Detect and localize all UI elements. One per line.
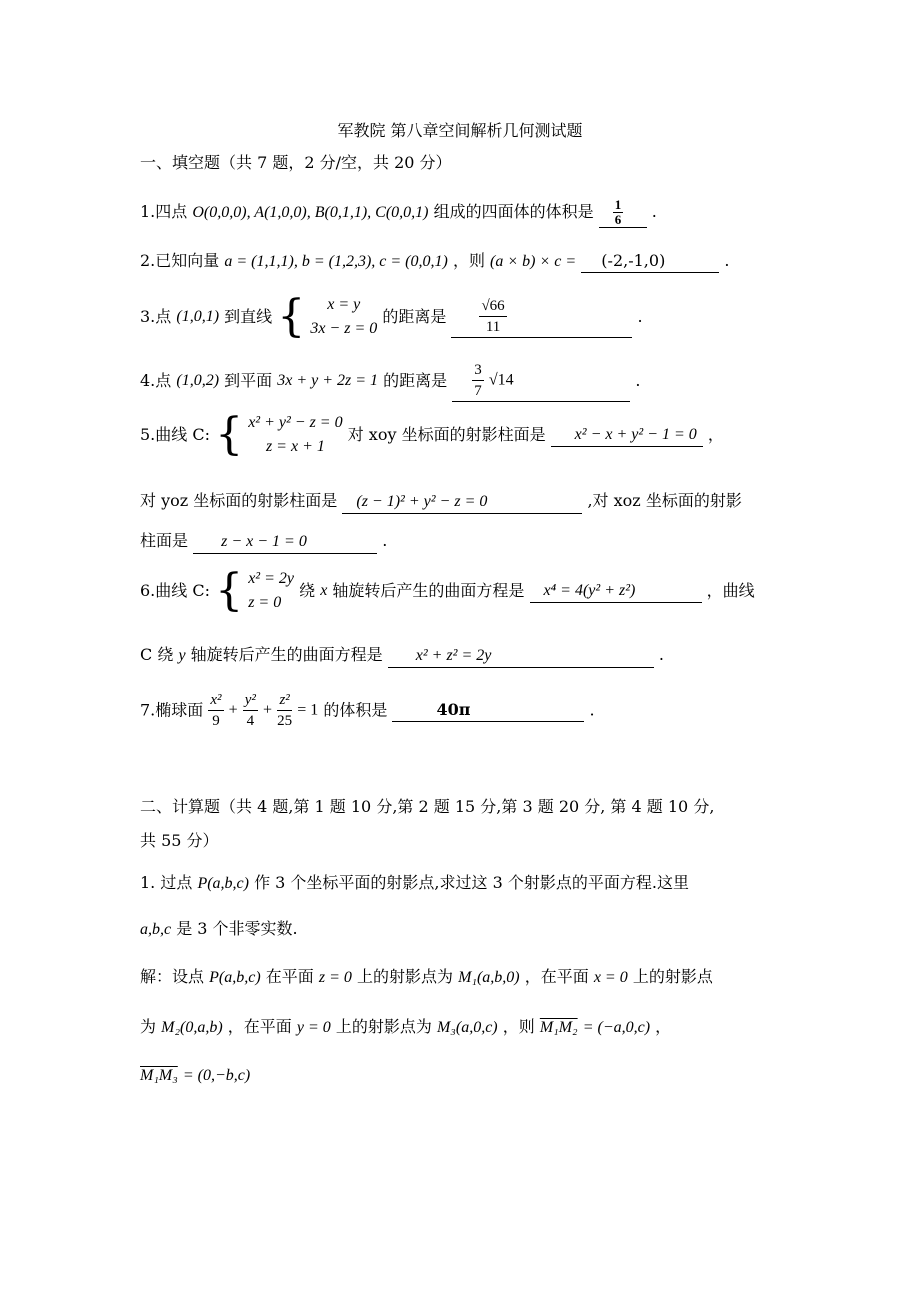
q2-answer: (-2,-1,0)	[581, 250, 719, 273]
q5-answer-3: z − x − 1 = 0	[193, 531, 377, 554]
q7-plus-1: +	[228, 701, 238, 719]
question-3	[140, 292, 643, 348]
q1-prefix: 1.四点	[140, 202, 188, 221]
sol-l1-a: 解：设点	[140, 967, 205, 986]
sol-l1-c: 上的射影点为	[356, 967, 453, 986]
q6-eq1: x² = 2y	[248, 570, 294, 587]
q5-middle: 对 xoy 坐标面的射影柱面是	[347, 425, 546, 444]
section2-heading-line-1: 二、计算题（共 4 题,第 1 题 10 分,第 2 题 15 分,第 3 题 20 分, 第 4 题 10 分,	[140, 797, 715, 816]
q3-prefix: 3.点	[140, 307, 172, 326]
q5-answer-1: x² − x + y² − 1 = 0	[551, 424, 703, 447]
q1-points: O(0,0,0), A(1,0,0), B(0,1,1), C(0,0,1)	[192, 204, 429, 221]
q2-vectors: a = (1,1,1), b = (1,2,3), c = (0,0,1)	[224, 253, 448, 270]
q3-system	[310, 293, 377, 341]
q1-answer	[599, 198, 647, 228]
sol-l2-a: 为	[140, 1017, 157, 1036]
sol-l2-plane-y: y = 0	[296, 1019, 331, 1036]
solution-line-2	[140, 1016, 671, 1039]
solution-line-3	[140, 1064, 250, 1087]
q6-prefix: 6.曲线 C:	[140, 581, 210, 600]
q6-line2-middle: 轴旋转后产生的曲面方程是	[190, 645, 383, 664]
q7-frac2-den: 4	[246, 713, 255, 729]
q3-point: (1,0,1)	[176, 308, 220, 325]
sol-l1-d: ，在平面	[524, 967, 589, 986]
sol-l2-m2: M₂(0,a,b)	[161, 1019, 223, 1036]
q6-middle2: 轴旋转后产生的曲面方程是	[332, 581, 525, 600]
q3-eq2: 3x − z = 0	[310, 320, 378, 337]
question-5-line-3	[140, 530, 387, 554]
sol-l1-b: 在平面	[265, 967, 314, 986]
p1-point: P(a,b,c)	[197, 875, 249, 892]
q5-line2-prefix: 对 yoz 坐标面的射影柱面是	[140, 491, 338, 510]
p1-variables: a,b,c	[140, 921, 172, 938]
q6-period: .	[658, 645, 664, 664]
q3-answer-numerator: √66	[479, 296, 506, 317]
q6-eq2: z = 0	[248, 594, 282, 611]
question-1	[140, 198, 657, 228]
problem-1-line-2	[140, 918, 298, 941]
q3-answer	[451, 296, 632, 338]
sol-l1-plane-z: z = 0	[318, 969, 352, 986]
q7-frac1-num: x²	[208, 690, 223, 711]
q7-frac2-num: y²	[243, 690, 258, 711]
q6-middle: 绕	[299, 581, 316, 600]
q6-system	[248, 567, 294, 615]
sol-l2-value: = (−a,0,c)	[582, 1019, 651, 1036]
sol-l2-e: ，	[655, 1017, 672, 1036]
q5-prefix: 5.曲线 C:	[140, 425, 210, 444]
q7-answer: 40π	[392, 699, 584, 722]
question-5-line-2	[140, 490, 742, 514]
p1-text: 作 3 个坐标平面的射影点,求过这 3 个射影点的平面方程.这里	[254, 873, 689, 892]
q5-eq1: x² + y² − z = 0	[248, 414, 343, 431]
q4-answer-radical: √14	[488, 371, 514, 389]
sol-l1-m1: M₁(a,b,0)	[458, 969, 520, 986]
q6-axis-y: y	[178, 647, 186, 664]
question-6	[140, 566, 755, 622]
q5-answer-2: (z − 1)² + y² − z = 0	[342, 491, 582, 514]
q6-answer-1: x⁴ = 4(y² + z²)	[530, 580, 702, 603]
question-4	[140, 360, 640, 406]
sol-l1-point: P(a,b,c)	[209, 969, 261, 986]
q1-answer-numerator: 1	[614, 197, 622, 212]
q2-middle: ，则	[452, 251, 485, 270]
sol-l2-b: ，在平面	[227, 1017, 292, 1036]
q6-brace: {	[215, 565, 244, 616]
q1-period: .	[651, 202, 657, 221]
q4-answer-denominator: 7	[474, 383, 482, 399]
sol-l1-e: 上的射影点	[632, 967, 713, 986]
q2-prefix: 2.已知向量	[140, 251, 220, 270]
q7-frac3-den: 25	[277, 713, 293, 729]
q5-line2-middle: ,对 xoz 坐标面的射影	[587, 491, 742, 510]
q3-middle2: 的距离是	[382, 307, 447, 326]
p1-prefix: 1. 过点	[140, 873, 193, 892]
q4-prefix: 4.点	[140, 371, 172, 390]
q7-plus-2: +	[263, 701, 273, 719]
q3-period: .	[637, 307, 643, 326]
problem-1-line-1	[140, 872, 689, 895]
q3-brace: {	[277, 291, 306, 342]
q1-answer-denominator: 6	[614, 212, 622, 227]
q6-axis-x: x	[320, 582, 328, 599]
q3-middle: 到直线	[224, 307, 273, 326]
q5-line3-prefix: 柱面是	[140, 531, 189, 550]
section1-heading: 一、填空题（共 7 题，2 分/空，共 20 分）	[140, 153, 452, 172]
q6-tail: ，曲线	[706, 581, 755, 600]
q3-answer-denominator: 11	[485, 319, 501, 335]
q1-middle: 组成的四面体的体积是	[433, 202, 594, 221]
q7-frac1-den: 9	[212, 713, 220, 729]
q2-expression: (a × b) × c =	[490, 253, 577, 270]
q6-answer-2: x² + z² = 2y	[388, 645, 654, 668]
q5-comma: ，	[707, 425, 724, 444]
q7-middle: 的体积是	[323, 700, 388, 720]
q5-system	[248, 411, 342, 459]
q4-middle2: 的距离是	[383, 371, 448, 390]
sol-l2-vector: M₁M₂	[539, 1019, 578, 1036]
q5-brace: {	[215, 409, 244, 460]
q4-plane: 3x + y + 2z = 1	[277, 372, 379, 389]
p1-text-2: 是 3 个非零实数.	[176, 919, 298, 938]
q4-period: .	[635, 371, 641, 390]
q3-eq1: x = y	[327, 296, 361, 313]
q4-point: (1,0,2)	[176, 372, 220, 389]
sol-l1-plane-x: x = 0	[593, 969, 628, 986]
q2-period: .	[724, 251, 730, 270]
question-6-line-2	[140, 644, 664, 668]
sol-l3-value: = (0,−b,c)	[182, 1067, 251, 1084]
sol-l2-c: 上的射影点为	[335, 1017, 432, 1036]
q6-line2-prefix: C 绕	[140, 645, 174, 664]
q5-eq2: z = x + 1	[265, 438, 325, 455]
q7-equation-tail: = 1	[297, 701, 319, 719]
q4-answer	[452, 360, 630, 402]
q5-period: .	[382, 531, 388, 550]
page-title: 军教院 第八章空间解析几何测试题	[337, 121, 583, 140]
question-2	[140, 250, 729, 273]
question-5	[140, 410, 724, 466]
section2-heading-line-2: 共 55 分）	[140, 831, 219, 850]
sol-l2-m3: M₃(a,0,c)	[436, 1019, 498, 1036]
sol-l2-d: ，则	[502, 1017, 535, 1036]
q4-middle: 到平面	[224, 371, 273, 390]
solution-line-1	[140, 966, 713, 989]
sol-l3-vector: M₁M₃	[140, 1067, 178, 1084]
q7-frac3-num: z²	[277, 690, 291, 711]
q4-answer-numerator: 3	[472, 360, 484, 381]
q7-period: .	[589, 700, 595, 720]
question-7	[140, 690, 595, 740]
q7-prefix: 7.椭球面	[140, 700, 204, 720]
